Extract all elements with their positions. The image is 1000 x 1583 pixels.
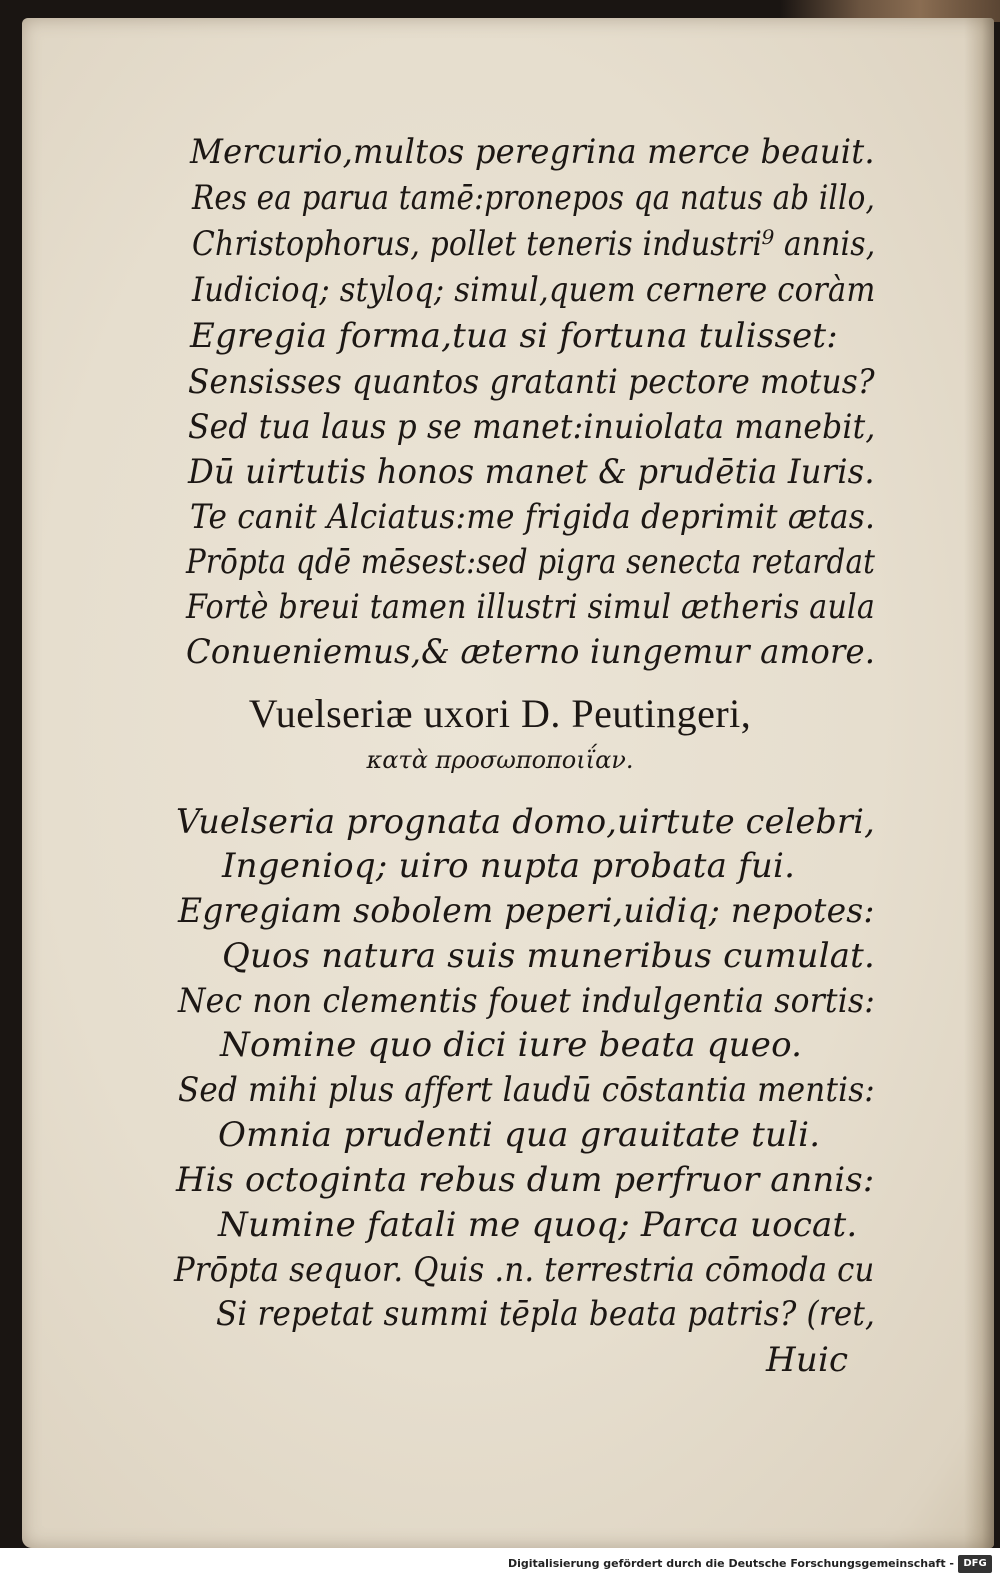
poem2-line: His octoginta rebus dum perfruor annis: bbox=[176, 1160, 875, 1200]
poem2-line: Nomine quo dici iure beata queo. bbox=[220, 1025, 803, 1065]
footer-credit: Digitalisierung gefördert durch die Deutsche Forschungsgemeinschaft - bbox=[507, 1557, 954, 1570]
poem2-line: Egregiam sobolem peperi,uidiq; nepotes: bbox=[178, 891, 875, 931]
poem2-line: Prōpta sequor. Quis .n. terrestria cōmoda cu bbox=[174, 1250, 875, 1290]
dfg-logo[interactable]: DFG bbox=[958, 1555, 992, 1573]
poem1-line: Te canit Alciatus:me frigida deprimit ætas. bbox=[190, 497, 876, 537]
section-heading: Vuelseriæ uxori D. Peutingeri, bbox=[248, 691, 752, 736]
poem2-line: Si repetat summi tēpla beata patris? (ret, bbox=[216, 1294, 875, 1334]
poem2-line: Quos natura suis muneribus cumulat. bbox=[222, 936, 875, 976]
poem2-line: Sed mihi plus affert laudū cōstantia mentis: bbox=[178, 1070, 875, 1110]
poem2-line: Ingenioq; uiro nupta probata fui. bbox=[222, 846, 796, 886]
poem2-line: Numine fatali me quoq; Parca uocat. bbox=[218, 1205, 858, 1245]
poem1-line: Conueniemus,& æterno iungemur amore. bbox=[186, 632, 876, 672]
poem2-line: Nec non clementis fouet indulgentia sortis: bbox=[178, 981, 876, 1021]
poem1-line: Sensisses quantos gratanti pectore motus? bbox=[188, 362, 875, 402]
section-subheading: κατὰ προσωποποιΐαν. bbox=[366, 746, 634, 774]
poem1-line: Prōpta qdē mēsest:sed pigra senecta retardat bbox=[186, 542, 876, 582]
digitization-footer bbox=[0, 1548, 1000, 1583]
poem1-line: Christophorus, pollet teneris industri⁹ annis, bbox=[192, 224, 876, 264]
poem1-line: Egregia forma,tua si fortuna tulisset: bbox=[190, 316, 838, 356]
poem1-line: Iudicioq; styloq; simul,quem cernere coràm bbox=[192, 270, 876, 310]
poem1-line: Res ea parua tamē:pronepos qa natus ab illo, bbox=[192, 178, 875, 218]
poem1-line: Sed tua laus p se manet:inuiolata manebit, bbox=[188, 407, 876, 447]
poem1-line: Dū uirtutis honos manet & prudētia Iuris. bbox=[188, 452, 875, 492]
poem2-line: Vuelseria prognata domo,uirtute celebri, bbox=[176, 802, 875, 842]
catchword: Huic bbox=[766, 1340, 849, 1380]
poem1-line: Fortè breui tamen illustri simul ætheris aula bbox=[186, 587, 876, 627]
poem2-line: Omnia prudenti qua grauitate tuli. bbox=[218, 1115, 821, 1155]
poem1-line: Mercurio,multos peregrina merce beauit. bbox=[190, 132, 875, 172]
